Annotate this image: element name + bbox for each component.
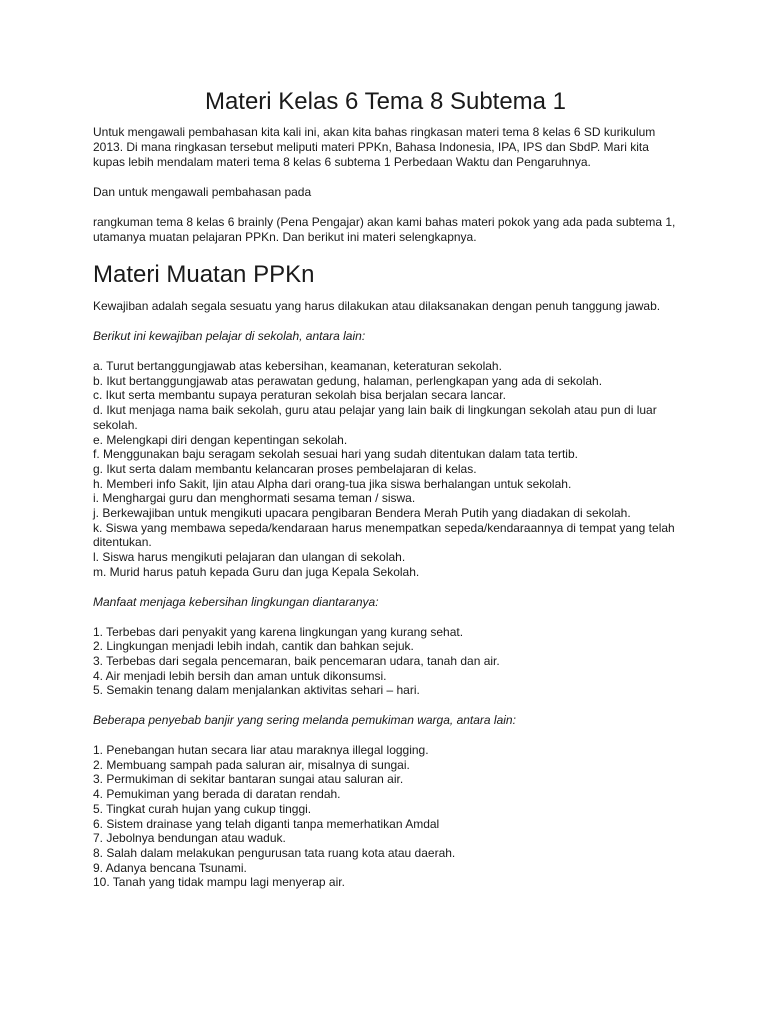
intro-paragraph-2: Dan untuk mengawali pembahasan pada [93,185,312,199]
list-item: d. Ikut menjaga nama baik sekolah, guru atau pelajar yang lain baik di lingkungan sekolah atau pun di luar sekolah. [93,403,657,432]
page-title: Materi Kelas 6 Tema 8 Subtema 1 [204,88,567,115]
list-item: 3. Terbebas dari segala pencemaran, baik pencemaran udara, tanah dan air. [93,653,500,668]
list-item: 9. Adanya bencana Tsunami. [93,860,247,875]
list-item: 2. Membuang sampah pada saluran air, misalnya di sungai. [93,757,410,772]
intro-paragraph-1: Untuk mengawali pembahasan kita kali ini, akan kita bahas ringkasan materi tema 8 kelas 6 SD kurikulum 2013. Di mana ringkasan tersebut meliputi materi PPKn, Bahasa Indonesia, IPA, IPS dan SbdP. Mari kita kupas lebih mendalam materi tema 8 kelas 6 subtema 1 Perbedaan Waktu dan Pengaruhnya. [93,125,656,169]
benefits-lead: Manfaat menjaga kebersihan lingkungan diantaranya: [93,594,379,609]
list-item: i. Menghargai guru dan menghormati sesama teman / siswa. [93,491,416,506]
intro-paragraph-3: rangkuman tema 8 kelas 6 brainly (Pena Pengajar) akan kami bahas materi pokok yang ada pada subtema 1, utamanya muatan pelajaran PPKn. Dan berikut ini materi selengkapnya. [93,215,676,244]
list-item: 6. Sistem drainase yang telah diganti tanpa memerhatikan Amdal [93,816,440,831]
benefits-list [93,625,678,699]
list-item: 4. Air menjadi lebih bersih dan aman untuk dikonsumsi. [93,668,387,683]
list-item: a. Turut bertanggungjawab atas kebersihan, keamanan, keteraturan sekolah. [93,359,502,373]
definition-paragraph: Kewajiban adalah segala sesuatu yang harus dilakukan atau dilaksanakan dengan penuh tanggung jawab. [93,299,661,313]
list-item: 4. Pemukiman yang berada di daratan rendah. [93,787,341,802]
list-item: f. Menggunakan baju seragam sekolah sesuai hari yang sudah ditentukan dalam tata tertib. [93,447,578,462]
list-item: g. Ikut serta dalam membantu kelancaran proses pembelajaran di kelas. [93,461,477,476]
duties-list [93,359,678,580]
list-item: 5. Tingkat curah hujan yang cukup tinggi. [93,801,312,816]
duties-lead: Berikut ini kewajiban pelajar di sekolah, antara lain: [93,329,366,343]
list-item: 7. Jebolnya bendungan atau waduk. [93,831,286,846]
list-item: 8. Salah dalam melakukan pengurusan tata ruang kota atau daerah. [93,845,456,860]
list-item: 10. Tanah yang tidak mampu lagi menyerap air. [93,875,345,890]
list-item: 1. Penebangan hutan secara liar atau maraknya illegal logging. [93,743,429,758]
list-item: 3. Permukiman di sekitar bantaran sungai atau saluran air. [93,772,404,787]
list-item: m. Murid harus patuh kepada Guru dan juga Kepala Sekolah. [93,564,420,579]
list-item: 1. Terbebas dari penyakit yang karena lingkungan yang kurang sehat. [93,624,464,639]
floods-list [93,743,678,890]
list-item: 5. Semakin tenang dalam menjalankan aktivitas sehari – hari. [93,683,420,698]
list-item: j. Berkewajiban untuk mengikuti upacara pengibaran Bendera Merah Putih yang diadakan di sekolah. [93,506,631,521]
list-item: l. Siswa harus mengikuti pelajaran dan ulangan di sekolah. [93,550,406,565]
list-item: h. Memberi info Sakit, Ijin atau Alpha dari orang-tua jika siswa berhalangan untuk sekolah. [93,476,572,491]
section-title: Materi Muatan PPKn [93,261,315,288]
list-item: e. Melengkapi diri dengan kepentingan sekolah. [93,432,348,447]
list-item: b. Ikut bertanggungjawab atas perawatan gedung, halaman, perlengkapan yang ada di sekolah. [93,373,603,388]
floods-lead: Beberapa penyebab banjir yang sering melanda pemukiman warga, antara lain: [93,713,516,728]
list-item: c. Ikut serta membantu supaya peraturan sekolah bisa berjalan secara lancar. [93,388,506,403]
list-item: 2. Lingkungan menjadi lebih indah, cantik dan bahkan sejuk. [93,639,414,654]
list-item: k. Siswa yang membawa sepeda/kendaraan harus menempatkan sepeda/kendaraannya di tempat yang telah ditentukan. [93,520,675,550]
